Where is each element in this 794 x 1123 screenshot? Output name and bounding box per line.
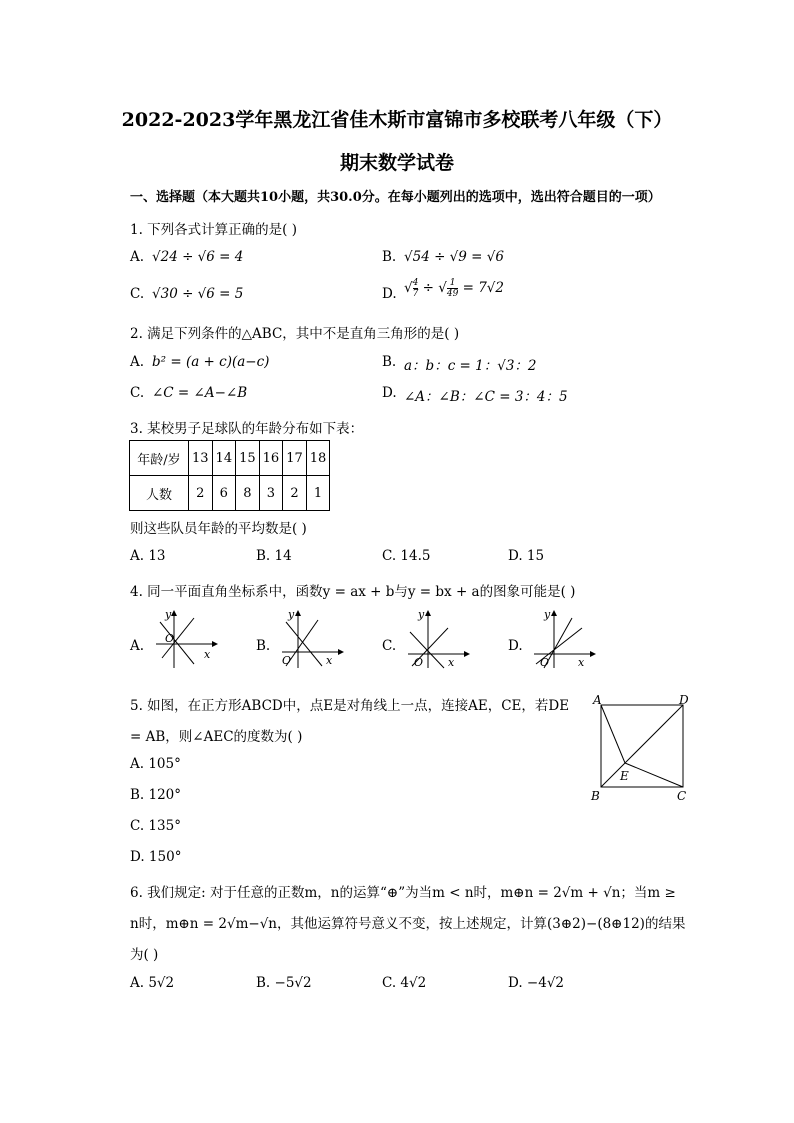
point-e-label: E (620, 769, 629, 783)
table-cell: 3 (259, 476, 283, 511)
q4-graph-c (402, 608, 472, 670)
origin-label: O (282, 654, 292, 667)
q5-option-a: A. 105° (130, 756, 181, 772)
q2-option-a-expr: b² = (a + c)(a−c) (152, 354, 270, 370)
age-table (129, 440, 330, 511)
q3-option-b: B. 14 (256, 548, 292, 564)
axis-y-label: y (288, 608, 295, 621)
q5-square-figure (585, 690, 700, 805)
q5-option-c: C. 135° (130, 818, 181, 834)
table-cell: 2 (189, 476, 213, 511)
q2-option-c-label: C. (130, 385, 145, 401)
q1-option-a-expr: √24 ÷ √6 = 4 (152, 249, 244, 265)
origin-label: O (540, 656, 550, 669)
q3-option-c: C. 14.5 (382, 548, 431, 564)
table-cell: 2 (283, 476, 307, 511)
q2-option-d-label: D. (382, 385, 397, 401)
table-cell: 6 (212, 476, 236, 511)
section-heading: 一、选择题（本大题共10小题，共30.0分。在每小题列出的选项中，选出符合题目的一项） (130, 190, 661, 205)
table-cell: 17 (283, 441, 307, 476)
q3-stem: 3. 某校男子足球队的年龄分布如下表： (130, 421, 364, 437)
table-cell: 14 (212, 441, 236, 476)
table-row (130, 441, 330, 476)
axis-x-label: x (578, 656, 585, 669)
q3-question: 则这些队员年龄的平均数是( ) (130, 521, 307, 537)
q1-option-d-expr-wrap: √ $\frac{4}{7}$ ÷ √ $\frac{1}{49}$ = 7√2 (404, 278, 504, 299)
diagonal-db (601, 705, 683, 787)
table-cell: 8 (236, 476, 260, 511)
q4-graph-b (276, 608, 346, 670)
axis-y-label: y (544, 608, 551, 621)
q3-option-a: A. 13 (130, 548, 166, 564)
origin-label: O (165, 632, 175, 645)
q1-option-b-expr: √54 ÷ √9 = √6 (404, 249, 504, 265)
table-cell: 18 (306, 441, 330, 476)
q1-stem: 1. 下列各式计算正确的是( ) (130, 222, 297, 238)
vertex-b-label: B (591, 789, 600, 803)
exam-title-line1: 2022-2023学年黑龙江省佳木斯市富锦市多校联考八年级（下） (121, 109, 673, 131)
q1-option-d-label: D. (382, 286, 397, 302)
axis-y-label: y (418, 608, 425, 621)
q6-stem-line3: 为( ) (130, 947, 159, 963)
q6-option-c: C. 4√2 (382, 975, 427, 991)
q5-stem-line1: 5. 如图，在正方形ABCD中，点E是对角线上一点，连接AE，CE，若DE (130, 698, 570, 714)
vertex-c-label: C (677, 789, 687, 803)
q6-option-a: A. 5√2 (130, 975, 175, 991)
q1-d-frac2: $\frac{1}{49}$ (446, 278, 459, 299)
q4-option-a-label: A. (130, 638, 145, 654)
segment-ce (625, 763, 683, 787)
q6-option-d: D. −4√2 (508, 975, 565, 991)
q5-option-d: D. 150° (130, 849, 182, 865)
q1-option-c-label: C. (130, 286, 145, 302)
q1-option-b-label: B. (382, 249, 397, 265)
origin-label: O (414, 656, 424, 669)
q2-option-b-expr: a：b：c = 1：√3：2 (404, 358, 537, 374)
q4-graph-d (528, 608, 598, 670)
q4-option-d-label: D. (508, 638, 523, 654)
table-cell: 1 (306, 476, 330, 511)
q3-option-d: D. 15 (508, 548, 545, 564)
q1-option-a-label: A. (130, 249, 145, 265)
q2-option-c-expr: ∠C = ∠A−∠B (152, 385, 248, 401)
q4-stem: 4. 同一平面直角坐标系中，函数y = ax + b与y = bx + a的图象可能是( ) (130, 584, 576, 600)
axis-x-label: x (326, 654, 333, 667)
q1-option-c-expr: √30 ÷ √6 = 5 (152, 286, 244, 302)
q2-option-d-expr: ∠A：∠B：∠C = 3：4：5 (404, 389, 568, 405)
vertex-a-label: A (593, 693, 602, 707)
axis-x-label: x (204, 648, 211, 661)
q2-stem: 2. 满足下列条件的△ABC，其中不是直角三角形的是( ) (130, 326, 460, 342)
q1-d-frac1: $\frac{4}{7}$ (412, 278, 419, 299)
table-cell: 年龄/岁 (130, 441, 189, 476)
q6-stem-line2: n时，m⊕n = 2√m−√n，其他运算符号意义不变，按上述规定，计算(3⊕2)−(8⊕12)的结果 (130, 916, 686, 932)
q5-stem-line2: = AB，则∠AEC的度数为( ) (130, 729, 303, 745)
exam-title-line2: 期末数学试卷 (339, 152, 454, 174)
q4-graph-a (150, 608, 220, 670)
table-cell: 16 (259, 441, 283, 476)
q6-stem-line1: 6. 我们规定: 对于任意的正数m，n的运算“⊕”为当m < n时，m⊕n = 2√m + √n；当m ≥ (130, 885, 676, 901)
segment-ae (601, 705, 625, 763)
q4-option-c-label: C. (382, 638, 397, 654)
axis-y-label: y (165, 608, 172, 621)
vertex-d-label: D (679, 693, 689, 707)
table-cell: 13 (189, 441, 213, 476)
q2-option-a-label: A. (130, 354, 145, 370)
q5-option-b: B. 120° (130, 787, 182, 803)
table-cell: 15 (236, 441, 260, 476)
q2-option-b-label: B. (382, 354, 397, 370)
table-cell: 人数 (130, 476, 189, 511)
q4-option-b-label: B. (256, 638, 271, 654)
table-row (130, 476, 330, 511)
q6-option-b: B. −5√2 (256, 975, 312, 991)
axis-x-label: x (448, 656, 455, 669)
